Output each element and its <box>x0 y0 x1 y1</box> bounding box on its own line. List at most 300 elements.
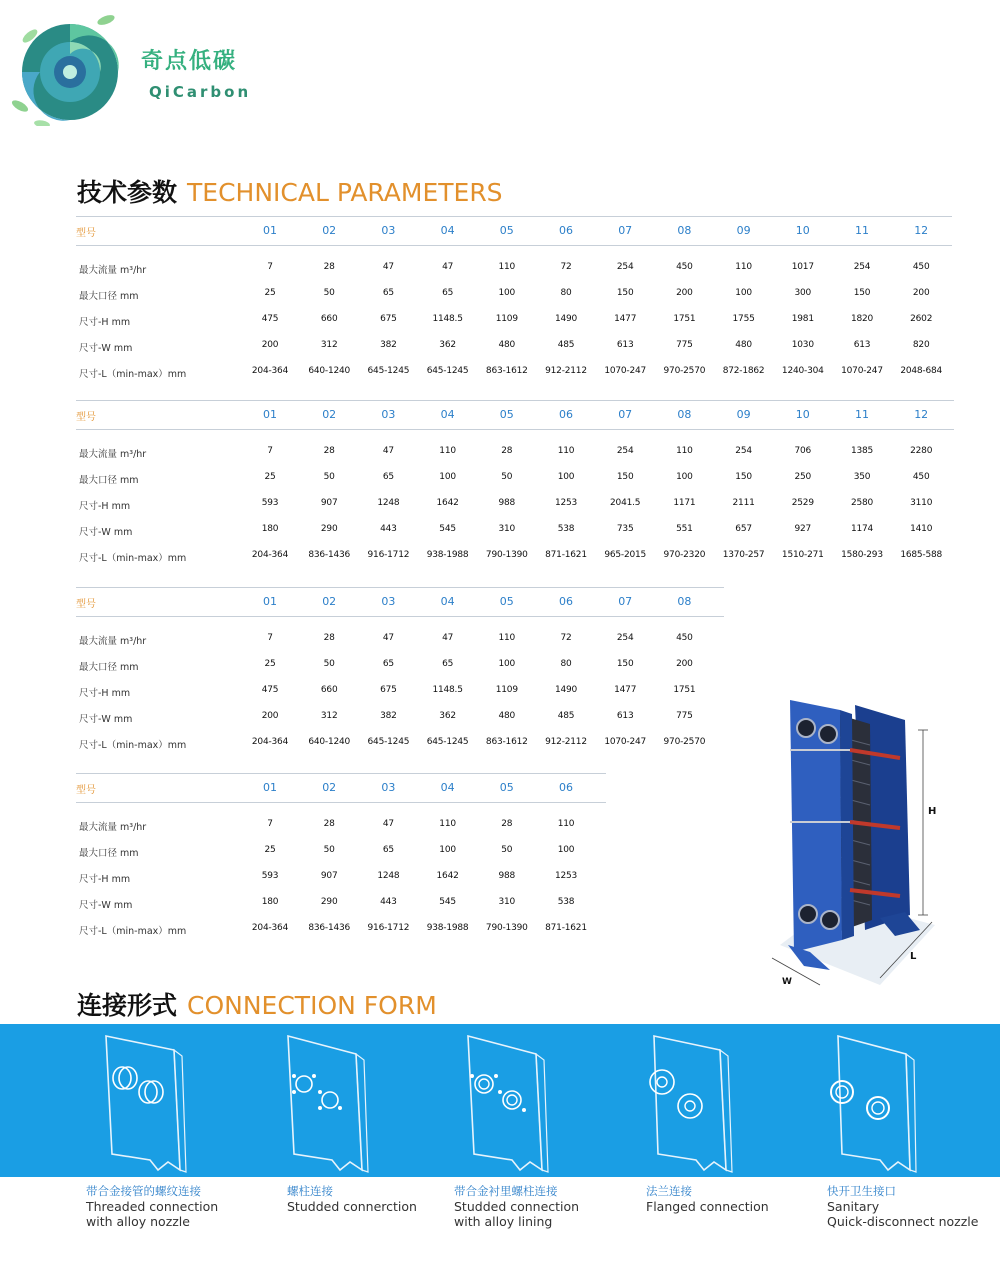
table-cell: 100 <box>498 288 516 298</box>
table-cell: 200 <box>676 659 693 669</box>
table-cell: 200 <box>676 288 693 298</box>
table-cell: 545 <box>439 524 456 534</box>
table-cell: 657 <box>735 524 752 534</box>
table-cell: 110 <box>676 446 693 456</box>
table-cell: 916-1712 <box>367 923 410 933</box>
model-number: 05 <box>499 781 514 794</box>
table-cell: 7 <box>267 633 273 643</box>
model-number: 01 <box>263 595 277 608</box>
table-cell: 912-2112 <box>545 737 587 747</box>
model-number: 08 <box>677 595 692 608</box>
table-cell: 872-1862 <box>722 366 765 376</box>
table-cell: 65 <box>442 659 454 669</box>
table-cell: 1580-293 <box>841 550 883 560</box>
model-number: 09 <box>736 408 751 421</box>
caption-cn: 带合金接管的螺纹连接 <box>86 1184 201 1198</box>
table-cell: 47 <box>442 262 454 272</box>
threaded-connection-icon <box>100 1032 210 1176</box>
table-cell: 1385 <box>850 446 874 456</box>
table-cell: 50 <box>501 472 513 482</box>
model-number: 03 <box>381 595 396 608</box>
table-cell: 50 <box>323 845 335 855</box>
model-number: 01 <box>263 408 277 421</box>
table-cell: 820 <box>912 340 930 350</box>
model-number: 04 <box>440 595 455 608</box>
title-en: CONNECTION FORM <box>187 991 437 1020</box>
row-label: 尺寸-H mm <box>79 688 131 699</box>
table-header-row <box>76 587 724 617</box>
table-cell: 1030 <box>791 340 814 350</box>
model-number: 07 <box>618 224 633 237</box>
table-cell: 180 <box>261 897 279 907</box>
table-cell: 28 <box>323 633 335 643</box>
model-number: 01 <box>263 781 277 794</box>
table-cell: 1755 <box>732 314 755 324</box>
table-cell: 2048-684 <box>900 366 943 376</box>
table-cell: 100 <box>498 659 516 669</box>
table-cell: 970-2570 <box>663 366 706 376</box>
table-cell: 443 <box>380 524 397 534</box>
model-number: 05 <box>499 408 514 421</box>
table-cell: 790-1390 <box>485 923 528 933</box>
table-cell: 312 <box>320 711 338 721</box>
row-label: 尺寸-W mm <box>79 527 133 538</box>
model-number: 07 <box>618 595 633 608</box>
table-cell: 1490 <box>554 685 578 695</box>
row-label: 最大流量 m³/hr <box>79 822 147 833</box>
table-cell: 1240-304 <box>781 366 824 376</box>
caption-en-2: with alloy lining <box>454 1214 553 1229</box>
table-cell: 2529 <box>791 498 814 508</box>
model-number: 07 <box>618 408 633 421</box>
table-cell: 50 <box>323 288 335 298</box>
table-cell: 47 <box>382 819 394 829</box>
table-cell: 382 <box>380 340 397 350</box>
table-header-row <box>76 773 606 803</box>
connection-caption-4 <box>646 1184 769 1214</box>
table-cell: 1109 <box>495 314 518 324</box>
table-cell: 1017 <box>791 262 814 272</box>
table-cell: 538 <box>557 897 575 907</box>
table-cell: 1253 <box>554 498 578 508</box>
table-cell: 836-1436 <box>308 550 351 560</box>
table-cell: 1109 <box>495 685 518 695</box>
table-cell: 7 <box>267 446 273 456</box>
table-cell: 1070-247 <box>841 366 883 376</box>
table-cell: 988 <box>498 498 516 508</box>
studded-connection-icon <box>282 1032 392 1176</box>
table-cell: 180 <box>261 524 279 534</box>
table-cell: 150 <box>735 472 752 482</box>
caption-cn: 法兰连接 <box>646 1184 692 1198</box>
table-cell: 110 <box>557 446 575 456</box>
title-cn: 连接形式 <box>77 991 178 1020</box>
table-cell: 7 <box>267 262 273 272</box>
table-cell: 2111 <box>732 498 755 508</box>
spec-table-1 <box>76 216 952 386</box>
table-cell: 706 <box>794 446 812 456</box>
table-cell: 450 <box>912 262 930 272</box>
table-cell: 2280 <box>910 446 933 456</box>
table-cell: 72 <box>560 633 572 643</box>
model-number: 11 <box>855 408 869 421</box>
table-cell: 1642 <box>436 498 459 508</box>
table-cell: 640-1240 <box>308 366 351 376</box>
table-cell: 965-2015 <box>604 550 647 560</box>
table-cell: 1248 <box>377 871 400 881</box>
table-cell: 1248 <box>377 498 400 508</box>
table-row <box>76 705 724 731</box>
table-cell: 65 <box>382 288 394 298</box>
model-number: 11 <box>855 224 869 237</box>
table-cell: 312 <box>320 340 338 350</box>
table-cell: 1751 <box>673 685 696 695</box>
table-cell: 640-1240 <box>308 737 351 747</box>
table-cell: 970-2320 <box>663 550 706 560</box>
model-number: 10 <box>795 224 810 237</box>
table-cell: 350 <box>853 472 871 482</box>
caption-cn: 带合金衬里螺柱连接 <box>454 1184 558 1198</box>
model-number: 10 <box>795 408 810 421</box>
caption-cn: 快开卫生接口 <box>827 1184 896 1198</box>
table-cell: 1510-271 <box>781 550 824 560</box>
connection-caption-5 <box>827 1184 978 1229</box>
row-label: 最大口径 mm <box>79 475 139 486</box>
connection-caption-3 <box>454 1184 579 1229</box>
table-cell: 65 <box>382 472 394 482</box>
row-label: 尺寸-L（min-max）mm <box>79 553 187 564</box>
qicarbon-logo-icon <box>8 6 138 126</box>
row-label: 尺寸-L（min-max）mm <box>79 740 187 751</box>
title-cn: 技术参数 <box>77 178 178 207</box>
table-cell: 110 <box>439 446 456 456</box>
table-cell: 204-364 <box>251 366 289 376</box>
table-cell: 871-1621 <box>545 923 587 933</box>
table-cell: 645-1245 <box>367 737 410 747</box>
model-number: 03 <box>381 224 396 237</box>
table-cell: 204-364 <box>251 737 289 747</box>
table-cell: 254 <box>735 446 752 456</box>
studded-alloy-lining-icon <box>462 1032 572 1176</box>
table-cell: 938-1988 <box>426 923 469 933</box>
connection-caption-2 <box>287 1184 417 1214</box>
table-cell: 200 <box>261 340 279 350</box>
model-number: 09 <box>736 224 751 237</box>
table-cell: 660 <box>320 685 338 695</box>
model-header-label: 型号 <box>76 412 96 423</box>
table-cell: 47 <box>382 633 394 643</box>
model-header-label: 型号 <box>76 228 96 239</box>
spec-table-2 <box>76 400 954 570</box>
table-cell: 150 <box>616 472 634 482</box>
table-row <box>76 891 606 917</box>
table-cell: 25 <box>264 472 276 482</box>
table-cell: 1253 <box>554 871 578 881</box>
table-cell: 80 <box>560 288 572 298</box>
table-cell: 1174 <box>850 524 874 534</box>
table-row <box>76 334 952 360</box>
table-cell: 65 <box>382 659 394 669</box>
table-row <box>76 865 606 891</box>
table-cell: 912-2112 <box>545 366 587 376</box>
caption-en-1: Flanged connection <box>646 1199 769 1214</box>
table-row <box>76 360 952 386</box>
caption-en-2: with alloy nozzle <box>86 1214 190 1229</box>
table-cell: 110 <box>735 262 752 272</box>
row-label: 尺寸-W mm <box>79 343 133 354</box>
table-cell: 50 <box>323 472 335 482</box>
table-cell: 150 <box>853 288 871 298</box>
table-cell: 907 <box>320 498 338 508</box>
connection-caption-1 <box>86 1184 218 1229</box>
brand-name-cn: 奇点低碳 <box>141 49 238 74</box>
table-cell: 1370-257 <box>722 550 765 560</box>
table-cell: 254 <box>616 446 634 456</box>
model-number: 06 <box>559 408 573 421</box>
table-row <box>76 679 724 705</box>
model-number: 03 <box>381 781 396 794</box>
table-row <box>76 544 954 570</box>
table-row <box>76 466 954 492</box>
table-cell: 1477 <box>614 314 637 324</box>
table-cell: 988 <box>498 871 516 881</box>
table-cell: 450 <box>676 633 693 643</box>
table-cell: 290 <box>320 524 338 534</box>
table-cell: 836-1436 <box>308 923 351 933</box>
connection-form-title <box>77 986 437 1022</box>
table-cell: 65 <box>382 845 394 855</box>
plate-heat-exchanger-illustration <box>760 690 960 990</box>
table-cell: 593 <box>261 498 279 508</box>
table-cell: 538 <box>557 524 575 534</box>
sanitary-quick-disconnect-icon <box>820 1032 930 1176</box>
table-cell: 254 <box>616 262 634 272</box>
table-cell: 1751 <box>673 314 696 324</box>
table-cell: 110 <box>439 819 456 829</box>
table-cell: 916-1712 <box>367 550 410 560</box>
table-cell: 480 <box>498 711 516 721</box>
table-row <box>76 917 606 943</box>
table-cell: 47 <box>382 446 394 456</box>
row-label: 最大口径 mm <box>79 662 139 673</box>
caption-en-1: Studded connerction <box>287 1199 417 1214</box>
table-cell: 200 <box>261 711 279 721</box>
model-number: 02 <box>322 595 337 608</box>
table-cell: 100 <box>439 845 456 855</box>
row-label: 尺寸-L（min-max）mm <box>79 926 187 937</box>
table-cell: 970-2570 <box>663 737 706 747</box>
row-label: 尺寸-W mm <box>79 900 133 911</box>
table-row <box>76 256 952 282</box>
table-cell: 28 <box>323 262 335 272</box>
model-number: 02 <box>322 224 337 237</box>
table-cell: 450 <box>912 472 930 482</box>
table-cell: 290 <box>320 897 338 907</box>
table-cell: 645-1245 <box>426 366 469 376</box>
brand-name-en: QiCarbon <box>149 83 252 101</box>
model-number: 06 <box>559 781 573 794</box>
table-cell: 775 <box>676 711 693 721</box>
model-number: 05 <box>499 224 514 237</box>
table-cell: 7 <box>267 819 273 829</box>
table-cell: 645-1245 <box>367 366 410 376</box>
table-cell: 1171 <box>673 498 696 508</box>
table-cell: 100 <box>735 288 752 298</box>
table-cell: 25 <box>264 659 276 669</box>
model-number: 06 <box>559 224 573 237</box>
table-cell: 80 <box>560 659 572 669</box>
table-cell: 2580 <box>850 498 874 508</box>
table-cell: 485 <box>557 711 575 721</box>
table-cell: 927 <box>794 524 812 534</box>
table-row <box>76 518 954 544</box>
model-number: 08 <box>677 408 692 421</box>
table-cell: 938-1988 <box>426 550 469 560</box>
table-cell: 545 <box>439 897 456 907</box>
spec-table-3 <box>76 587 724 757</box>
table-cell: 382 <box>380 711 397 721</box>
table-cell: 613 <box>616 340 634 350</box>
table-cell: 1070-247 <box>604 737 647 747</box>
row-label: 尺寸-H mm <box>79 874 131 885</box>
dim-label-w: W <box>782 977 792 987</box>
table-cell: 72 <box>560 262 572 272</box>
title-en: TECHNICAL PARAMETERS <box>187 178 503 207</box>
table-cell: 475 <box>261 685 279 695</box>
table-cell: 443 <box>380 897 397 907</box>
table-cell: 254 <box>616 633 634 643</box>
technical-parameters-title <box>77 173 503 209</box>
table-header-row <box>76 216 952 246</box>
table-cell: 362 <box>439 711 456 721</box>
flanged-connection-icon <box>640 1032 750 1176</box>
table-row <box>76 731 724 757</box>
table-cell: 150 <box>616 659 634 669</box>
model-number: 02 <box>322 408 337 421</box>
table-cell: 250 <box>794 472 812 482</box>
table-cell: 50 <box>501 845 513 855</box>
table-cell: 863-1612 <box>485 366 528 376</box>
model-number: 08 <box>677 224 692 237</box>
table-cell: 362 <box>439 340 456 350</box>
table-cell: 3110 <box>910 498 933 508</box>
row-label: 最大流量 m³/hr <box>79 636 147 647</box>
model-number: 03 <box>381 408 396 421</box>
table-cell: 1070-247 <box>604 366 647 376</box>
table-cell: 110 <box>498 633 516 643</box>
table-cell: 110 <box>557 819 575 829</box>
table-cell: 47 <box>382 262 394 272</box>
caption-en-1: Studded connection <box>454 1199 580 1214</box>
table-cell: 2602 <box>910 314 933 324</box>
table-row <box>76 308 952 334</box>
model-number: 12 <box>914 408 929 421</box>
row-label: 尺寸-W mm <box>79 714 133 725</box>
row-label: 尺寸-L（min-max）mm <box>79 369 187 380</box>
table-cell: 47 <box>442 633 454 643</box>
row-label: 最大流量 m³/hr <box>79 449 147 460</box>
spec-table-4 <box>76 773 606 943</box>
model-number: 04 <box>440 224 455 237</box>
table-cell: 775 <box>676 340 693 350</box>
table-cell: 675 <box>380 314 397 324</box>
table-cell: 100 <box>557 845 575 855</box>
table-cell: 480 <box>498 340 516 350</box>
table-cell: 28 <box>323 446 335 456</box>
caption-cn: 螺柱连接 <box>287 1184 333 1198</box>
table-cell: 450 <box>676 262 693 272</box>
table-cell: 1981 <box>791 314 814 324</box>
table-cell: 100 <box>439 472 456 482</box>
row-label: 最大口径 mm <box>79 848 139 859</box>
table-cell: 310 <box>498 897 516 907</box>
table-cell: 65 <box>442 288 454 298</box>
table-cell: 1685-588 <box>900 550 943 560</box>
table-cell: 645-1245 <box>426 737 469 747</box>
dim-label-h: H <box>928 806 937 817</box>
table-cell: 50 <box>323 659 335 669</box>
table-cell: 613 <box>616 711 634 721</box>
table-cell: 28 <box>501 446 513 456</box>
row-label: 尺寸-H mm <box>79 501 131 512</box>
table-cell: 475 <box>261 314 279 324</box>
table-row <box>76 653 724 679</box>
model-number: 04 <box>440 781 455 794</box>
table-row <box>76 627 724 653</box>
table-cell: 660 <box>320 314 338 324</box>
caption-en-1: Threaded connection <box>86 1199 219 1214</box>
table-cell: 1148.5 <box>432 314 463 324</box>
table-cell: 2041.5 <box>610 498 641 508</box>
table-cell: 613 <box>853 340 871 350</box>
dim-label-l: L <box>910 951 917 962</box>
table-cell: 28 <box>323 819 335 829</box>
table-row <box>76 440 954 466</box>
model-number: 06 <box>559 595 573 608</box>
table-cell: 593 <box>261 871 279 881</box>
model-number: 01 <box>263 224 277 237</box>
table-cell: 485 <box>557 340 575 350</box>
table-cell: 1820 <box>850 314 874 324</box>
table-cell: 907 <box>320 871 338 881</box>
model-header-label: 型号 <box>76 785 96 796</box>
table-cell: 100 <box>557 472 575 482</box>
table-cell: 100 <box>676 472 693 482</box>
table-cell: 204-364 <box>251 923 289 933</box>
table-cell: 310 <box>498 524 516 534</box>
table-cell: 25 <box>264 288 276 298</box>
table-cell: 551 <box>676 524 693 534</box>
table-cell: 254 <box>853 262 871 272</box>
table-cell: 675 <box>380 685 397 695</box>
model-number: 12 <box>914 224 929 237</box>
table-cell: 1642 <box>436 871 459 881</box>
table-row <box>76 282 952 308</box>
table-cell: 25 <box>264 845 276 855</box>
caption-en-2: Quick-disconnect nozzle <box>827 1214 979 1229</box>
row-label: 尺寸-H mm <box>79 317 131 328</box>
table-cell: 863-1612 <box>485 737 528 747</box>
table-cell: 150 <box>616 288 634 298</box>
model-number: 04 <box>440 408 455 421</box>
table-cell: 1477 <box>614 685 637 695</box>
table-cell: 110 <box>498 262 516 272</box>
table-cell: 871-1621 <box>545 550 587 560</box>
model-header-label: 型号 <box>76 599 96 610</box>
table-cell: 204-364 <box>251 550 289 560</box>
table-cell: 200 <box>912 288 930 298</box>
table-cell: 480 <box>735 340 752 350</box>
